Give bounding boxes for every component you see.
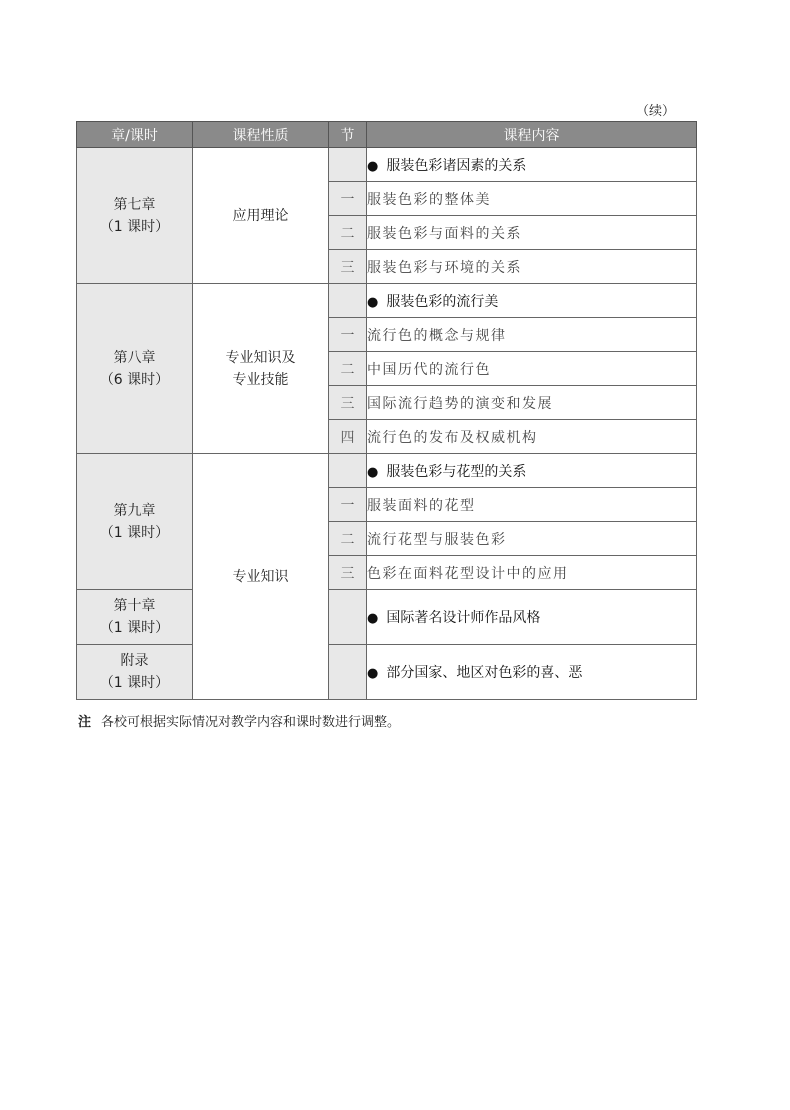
chapter-cell [77,148,193,284]
topic-title: 部分国家、地区对色彩的喜、恶 [386,665,583,681]
table-row [77,645,697,700]
bullet-icon: ● [367,464,379,480]
section-title: 中国历代的流行色 [367,352,697,386]
course-nature: 专业知识 [232,568,289,585]
section-number: 二 [329,216,367,250]
topic-cell [367,148,697,182]
topic-cell [367,284,697,318]
chapter-cell [77,645,193,700]
section-title: 色彩在面料花型设计中的应用 [367,556,697,590]
chapter-cell [77,590,193,645]
chapter-cell [77,454,193,590]
section-number: 三 [329,556,367,590]
bullet-icon: ● [367,158,379,174]
section-number [329,590,367,645]
topic-cell [367,454,697,488]
section-title: 流行色的概念与规律 [367,318,697,352]
bullet-icon: ● [367,611,379,626]
section-title: 服装色彩的整体美 [367,182,697,216]
continued-label: （续） [636,104,676,119]
section-number: 一 [329,488,367,522]
section-number: 二 [329,352,367,386]
table-row [77,284,697,318]
course-schedule-table [76,121,697,700]
course-nature-cell [193,148,329,284]
section-number [329,148,367,182]
section-title: 服装面料的花型 [367,488,697,522]
chapter-name: 附录 [120,653,149,669]
topic-title: 服装色彩与花型的关系 [386,463,527,480]
course-nature-cell [193,454,329,700]
chapter-hours: （1 课时） [99,675,170,691]
section-number: 三 [329,250,367,284]
footnote [78,711,400,730]
section-number: 一 [329,318,367,352]
section-number [329,454,367,488]
section-title: 服装色彩与面料的关系 [367,216,697,250]
chapter-hours: （1 课时） [99,218,170,235]
table-header-row [77,122,697,148]
chapter-hours: （6 课时） [99,371,170,388]
section-number [329,284,367,318]
topic-title: 国际著名设计师作品风格 [386,610,541,626]
header-chapter-hours: 章/课时 [77,122,193,148]
course-nature-cell [193,284,329,454]
section-number: 三 [329,386,367,420]
chapter-name: 第十章 [113,598,156,614]
note-label: 注 [78,715,92,730]
bullet-icon: ● [367,666,379,681]
table-row [77,454,697,488]
chapter-hours: （1 课时） [99,524,170,541]
topic-cell [367,645,697,700]
section-number: 四 [329,420,367,454]
course-nature-line-1: 专业知识及 [225,349,296,366]
chapter-name: 第九章 [113,502,156,519]
chapter-hours: （1 课时） [99,620,170,636]
chapter-name: 第八章 [113,349,156,366]
chapter-name: 第七章 [113,196,156,213]
bullet-icon: ● [367,294,379,310]
section-number: 一 [329,182,367,216]
table-row [77,148,697,182]
header-section: 节 [329,122,367,148]
course-nature: 应用理论 [232,207,289,224]
header-course-nature: 课程性质 [193,122,329,148]
topic-title: 服装色彩的流行美 [386,293,499,310]
section-title: 服装色彩与环境的关系 [367,250,697,284]
section-title: 国际流行趋势的演变和发展 [367,386,697,420]
topic-title: 服装色彩诸因素的关系 [386,157,527,174]
header-course-content: 课程内容 [367,122,697,148]
topic-cell [367,590,697,645]
section-title: 流行色的发布及权威机构 [367,420,697,454]
note-text: 各校可根据实际情况对教学内容和课时数进行调整。 [101,715,401,730]
section-number: 二 [329,522,367,556]
course-nature-line-2: 专业技能 [232,371,289,388]
section-title: 流行花型与服装色彩 [367,522,697,556]
section-number [329,645,367,700]
chapter-cell [77,284,193,454]
table-row [77,590,697,645]
